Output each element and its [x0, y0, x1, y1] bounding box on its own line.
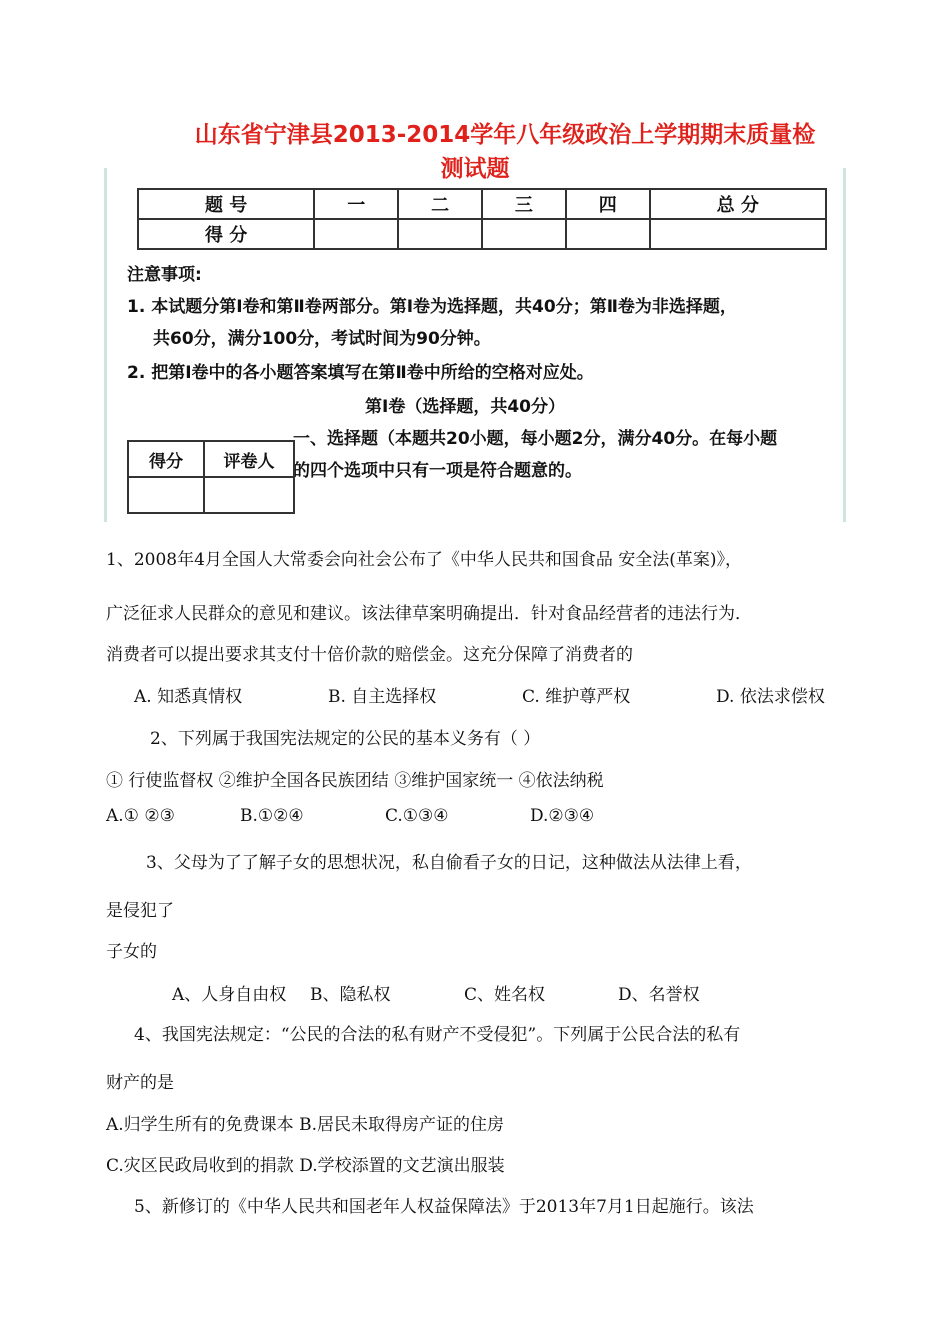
score-table	[137, 188, 827, 250]
question-3-options	[172, 980, 700, 1005]
score-table-header-row	[138, 189, 826, 219]
option: C、姓名权	[464, 985, 546, 1005]
question-2: 2、下列属于我国宪法规定的公民的基本义务有（ ）	[150, 729, 541, 749]
notice-item2: 2. 把第Ⅰ卷中的各小题答案填写在第Ⅱ卷中所给的空格对应处。	[127, 363, 594, 383]
question-1-cont: 消费者可以提出要求其支付十倍价款的赔偿金。这充分保障了消费者的	[106, 645, 633, 665]
score-cell	[398, 219, 482, 249]
option: D、名誉权	[618, 985, 700, 1005]
grader-score-header: 得分	[128, 441, 204, 477]
score-cell: 一	[314, 189, 398, 219]
notice-heading: 注意事项:	[127, 265, 202, 285]
exam-header-image	[104, 168, 846, 522]
option: B.①②④	[240, 806, 304, 826]
section-instructions-cont: 的四个选项中只有一项是符合题意的。	[293, 461, 582, 481]
score-cell: 三	[482, 189, 566, 219]
grader-name-cell	[204, 477, 294, 513]
score-cell: 总 分	[650, 189, 826, 219]
question-2-options	[106, 806, 594, 826]
question-3-cont: 子女的	[106, 942, 157, 962]
question-4-options-ab: A.归学生所有的免费课本 B.居民未取得房产证的住房	[106, 1115, 504, 1135]
score-cell	[650, 219, 826, 249]
score-cell	[482, 219, 566, 249]
option: C. 维护尊严权	[522, 687, 631, 707]
notice-item1: 1. 本试题分第Ⅰ卷和第Ⅱ卷两部分。第Ⅰ卷为选择题，共40分；第Ⅱ卷为非选择题，	[127, 297, 737, 317]
option: C.①③④	[385, 806, 449, 826]
document-title-line1: 山东省宁津县2013-2014学年八年级政治上学期期末质量检	[194, 122, 816, 148]
section-heading: 第Ⅰ卷（选择题，共40分）	[365, 397, 565, 417]
grader-name-header: 评卷人	[204, 441, 294, 477]
score-table-score-row	[138, 219, 826, 249]
question-4-cont: 财产的是	[106, 1073, 174, 1093]
score-cell: 二	[398, 189, 482, 219]
question-3-cont: 是侵犯了	[106, 901, 174, 921]
question-5: 5、新修订的《中华人民共和国老年人权益保障法》于2013年7月1日起施行。该法	[134, 1197, 754, 1217]
score-cell: 得 分	[138, 219, 314, 249]
option: D. 依法求偿权	[716, 687, 825, 707]
section-instructions: 一、选择题（本题共20小题，每小题2分，满分40分。在每小题	[293, 429, 778, 449]
option: A. 知悉真情权	[134, 687, 243, 707]
question-4: 4、我国宪法规定：“公民的合法的私有财产不受侵犯”。下列属于公民合法的私有	[134, 1025, 741, 1045]
notice-item1-cont: 共60分，满分100分，考试时间为90分钟。	[153, 329, 491, 349]
score-cell	[314, 219, 398, 249]
option: A、人身自由权	[172, 985, 287, 1005]
question-1: 1、2008年4月全国人大常委会向社会公布了《中华人民共和国食品 安全法(革案)》，	[106, 550, 743, 570]
question-3: 3、父母为了了解子女的思想状况，私自偷看子女的日记，这种做法从法律上看，	[146, 853, 752, 873]
document-title-line2: 测试题	[440, 156, 510, 182]
score-cell: 题 号	[138, 189, 314, 219]
grader-table	[127, 440, 295, 514]
option: D.②③④	[530, 806, 595, 826]
question-1-options	[134, 682, 825, 707]
option: B. 自主选择权	[328, 687, 437, 707]
option: B、隐私权	[310, 985, 391, 1005]
grader-score-cell	[128, 477, 204, 513]
question-1-cont: 广泛征求人民群众的意见和建议。该法律草案明确提出．针对食品经营者的违法行为．	[106, 604, 752, 624]
option: A.① ②③	[106, 806, 175, 826]
question-4-options-cd: C.灾区民政局收到的捐款 D.学校添置的文艺演出服装	[106, 1156, 505, 1176]
score-cell: 四	[566, 189, 650, 219]
question-2-items: ① 行使监督权 ②维护全国各民族团结 ③维护国家统一 ④依法纳税	[106, 771, 604, 791]
score-cell	[566, 219, 650, 249]
